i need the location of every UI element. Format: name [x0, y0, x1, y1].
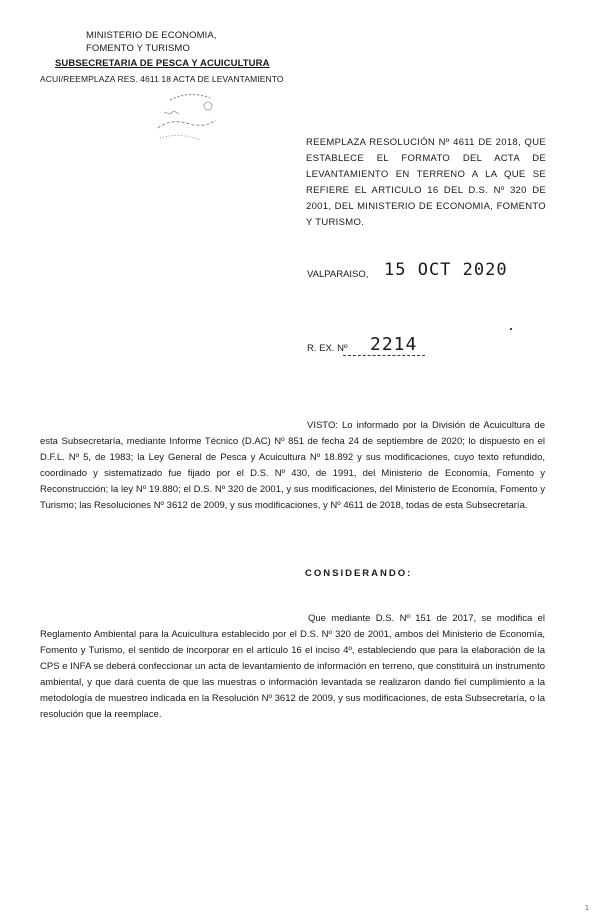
considerando-paragraph: Que mediante D.S. Nº 151 de 2017, se modifica el Reglamento Ambiental para la Acuicultura establecido por el D.S. Nº 320 de 2001, ambos del Ministerio de Economía, Fomento y Turismo, el sentido de incorporar en el artículo 16 el inciso 4º, estableciendo que para la elaboración de la CPS e INFA se deberá confeccionar un acta de levantamiento de información en terreno, que constituirá un instrumento ambiental, y que dará cuenta de que las muestras o información levantada se realizaron dando fiel cumplimiento a la metodología de muestreo indicada en la Resolución Nº 3612 de 2009, y sus modificaciones, de esta Subsecretaría, o la resolución que la reemplace. — [40, 613, 545, 720]
subsecretaria-name: SUBSECRETARIA DE PESCA Y ACUICULTURA — [55, 58, 270, 69]
page-footer-mark: 1 — [585, 905, 589, 912]
official-stamp — [150, 88, 222, 150]
ministry-name-line1: MINISTERIO DE ECONOMIA, — [86, 30, 217, 41]
place-label: VALPARAISO, — [307, 269, 369, 280]
date-stamp: 15 OCT 2020 — [384, 260, 508, 280]
scan-speck — [510, 328, 512, 330]
rex-number: 2214 — [370, 334, 418, 355]
document-reference: ACUI/REEMPLAZA RES. 4611 18 ACTA DE LEVANTAMIENTO — [40, 74, 284, 84]
considerando-heading: CONSIDERANDO: — [305, 568, 413, 579]
visto-paragraph: VISTO: Lo informado por la División de Acuicultura de esta Subsecretaría, mediante Informe Técnico (D.AC) Nº 851 de fecha 24 de septiembre de 2020; lo dispuesto en el D.F.L. Nº 5, de 1983; la Ley General de Pesca y Acuicultura Nº 18.892 y sus modificaciones, cuyo texto refundido, coordinado y sistematizado fue fijado por el D.S. Nº 430, de 1991, del Ministerio de Economía, Fomento y Reconstrucción; la ley Nº 19.880; el D.S. Nº 320 de 2001, y sus modificaciones, del Ministerio de Economía, Fomento y Turismo; las Resoluciones Nº 3612 de 2009, y sus modificaciones, y Nº 4611 de 2018, todas de esta Subsecretaría. — [40, 420, 545, 511]
resolution-title: REEMPLAZA RESOLUCIÓN Nº 4611 DE 2018, QUE ESTABLECE EL FORMATO DEL ACTA DE LEVANTAMIENTO EN TERRENO A LA QUE SE REFIERE EL ARTICULO 16 DEL D.S. Nº 320 DE 2001, DEL MINISTERIO DE ECONOMIA, FOMENTO Y TURISMO. — [306, 137, 546, 228]
rex-label: R. EX. Nº — [307, 343, 348, 354]
ministry-name-line2: FOMENTO Y TURISMO — [86, 43, 190, 54]
rex-underline — [343, 355, 425, 356]
